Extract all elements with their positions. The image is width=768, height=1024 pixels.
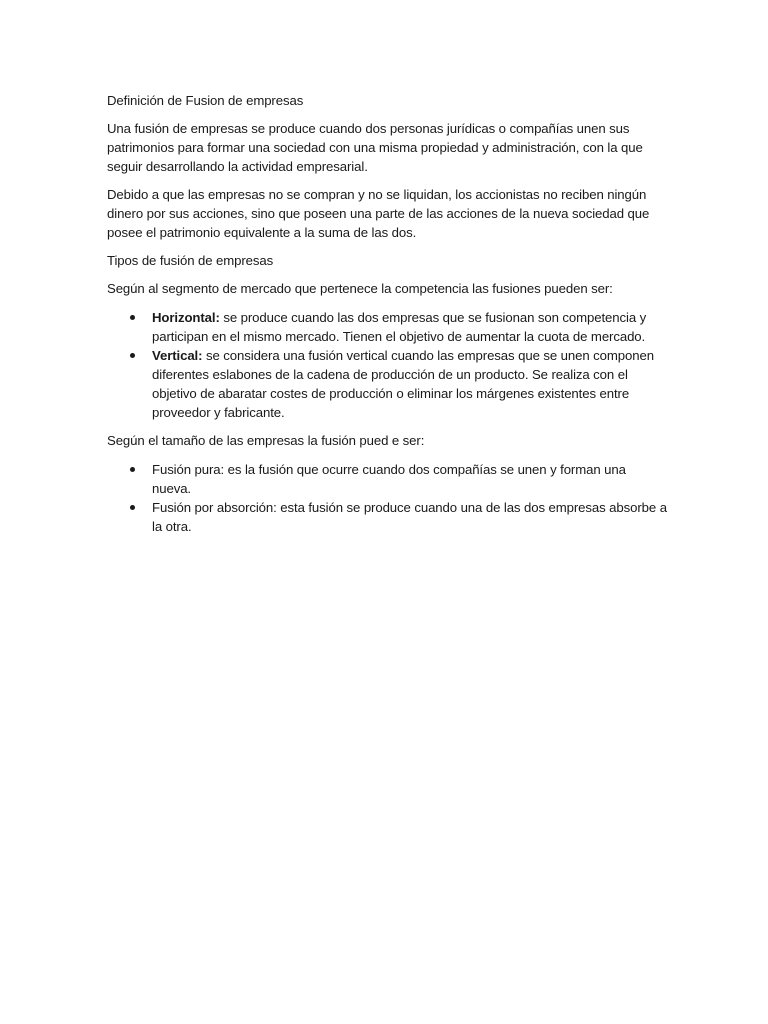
section-subtitle: Tipos de fusión de empresas [107, 253, 274, 268]
bullet-icon [130, 353, 135, 358]
list-item-text: se considera una fusión vertical cuando las empresas que se unen componen diferentes eslabones de la cadena de producción de un producto. Se realiza con el objetivo de abaratar costes de producción o eliminar los márgenes existentes entre proveedor y fabricante. [152, 348, 654, 420]
list-item-term: Horizontal: [152, 310, 220, 325]
list-item [107, 498, 667, 536]
list-item [107, 308, 667, 346]
document-title: Definición de Fusion de empresas [107, 93, 304, 108]
list-item-text: se produce cuando las dos empresas que se fusionan son competencia y participan en el mismo mercado. Tienen el objetivo de aumentar la cuota de mercado. [152, 310, 647, 344]
bullet-icon [130, 505, 135, 510]
list-item-text: Fusión por absorción: esta fusión se produce cuando una de las dos empresas absorbe a la otra. [152, 500, 667, 534]
list-item-text: Fusión pura: es la fusión que ocurre cuando dos compañías se unen y forman una nueva. [152, 462, 626, 496]
paragraph-shareholders: Debido a que las empresas no se compran y no se liquidan, los accionistas no reciben ningún dinero por sus acciones, sino que poseen una parte de las acciones de la nueva sociedad que posee el patrimonio equivalente a la suma de las dos. [107, 187, 650, 240]
intro-company-size: Según el tamaño de las empresas la fusión pued e ser: [107, 433, 425, 448]
intro-market-segment: Según al segmento de mercado que pertenece la competencia las fusiones pueden ser: [107, 281, 613, 296]
list-item [107, 346, 667, 422]
list-item [107, 460, 667, 498]
bullet-icon [130, 467, 135, 472]
document-page [107, 91, 667, 545]
market-types-list [107, 308, 667, 422]
size-types-list [107, 460, 667, 536]
list-item-term: Vertical: [152, 348, 203, 363]
bullet-icon [130, 315, 135, 320]
paragraph-definition: Una fusión de empresas se produce cuando dos personas jurídicas o compañías unen sus patrimonios para formar una sociedad con una misma propiedad y administración, con la que seguir desarrollando la actividad empresarial. [107, 121, 643, 174]
